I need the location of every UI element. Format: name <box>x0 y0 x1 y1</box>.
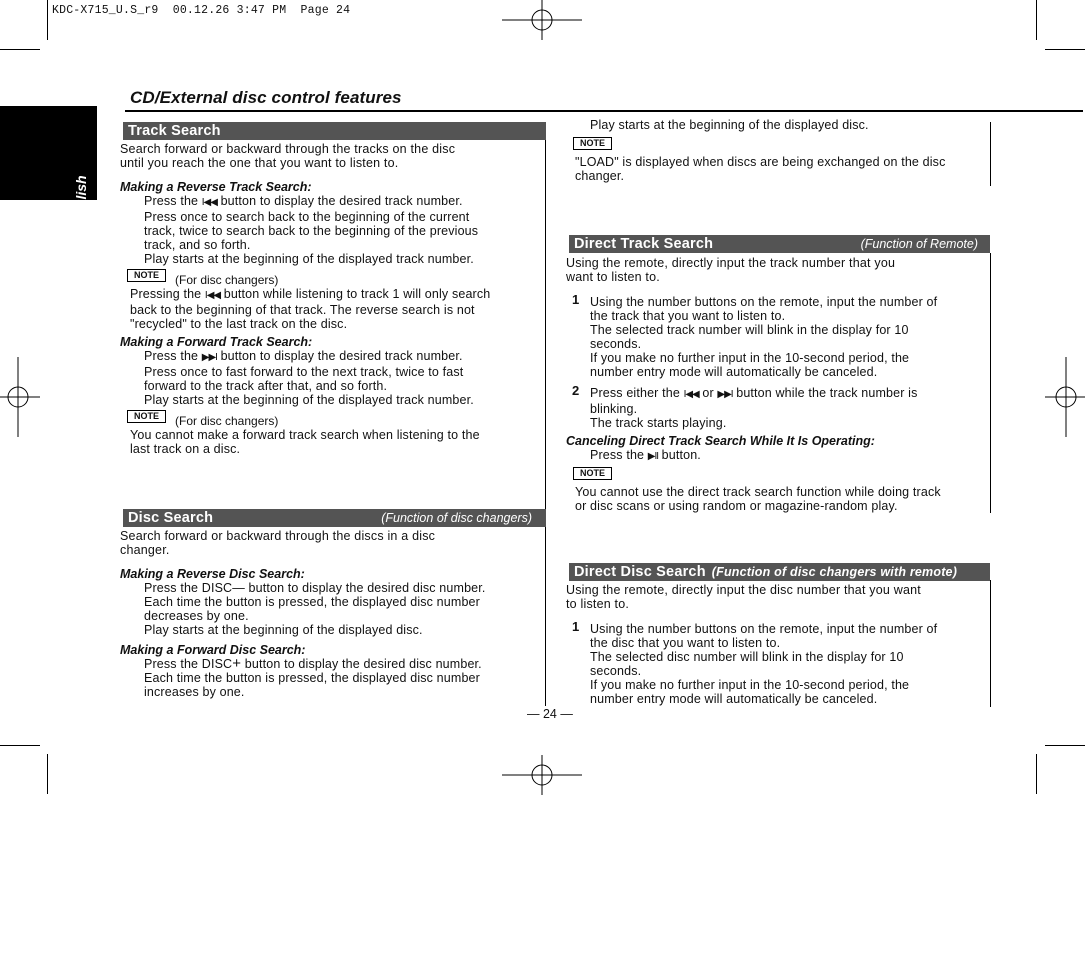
step-number: 1 <box>572 292 580 307</box>
disc-search-lead: Search forward or backward through the discs in a disc changer. <box>120 529 436 557</box>
direct-track-note: You cannot use the direct track search function while doing track or disc scans or using random or magazine-random play. <box>575 485 941 513</box>
reverse-track-heading: Making a Reverse Track Search: <box>120 180 312 194</box>
section-title: Track Search <box>128 123 221 139</box>
next-track-icon: ▶▶I <box>201 352 217 363</box>
crop-mark <box>0 49 40 50</box>
forward-disc-heading: Making a Forward Disc Search: <box>120 643 306 657</box>
direct-track-step-2: Press either the I◀◀ or ▶▶I button while the track number is blinking. The track starts playing. <box>590 386 918 430</box>
load-note: "LOAD" is displayed when discs are being exchanged on the disc changer. <box>575 155 946 183</box>
direct-disc-lead: Using the remote, directly input the disc number that you want to listen to. <box>566 583 921 611</box>
note-condition: (For disc changers) <box>175 273 279 287</box>
reverse-disc-text: Press the DISC— button to display the desired disc number. Each time the button is pressed, the displayed disc number decreases by one. Play starts at the beginning of the displayed disc. <box>144 581 486 637</box>
crop-mark <box>47 0 48 40</box>
forward-track-text: Press the ▶▶I button to display the desired track number. Press once to fast forward to the next track, twice to fast forward to the track after that, and so forth. Play starts at the beginning of the displayed track number. <box>144 349 474 407</box>
crop-mark <box>1045 49 1085 50</box>
note-badge: NOTE <box>573 137 612 150</box>
step-number: 2 <box>572 383 580 398</box>
registration-mark-icon <box>502 0 582 40</box>
minus-icon: — <box>232 581 245 595</box>
step-number: 1 <box>572 619 580 634</box>
crop-mark <box>1036 754 1037 794</box>
direct-disc-step-1: Using the number buttons on the remote, input the number of the disc that you want to listen to. The selected disc number will blink in the display for 10 seconds. If you make no further input in the 10-second period, the number entry mode will automatically be canceled. <box>590 622 938 706</box>
plus-icon: + <box>232 655 242 672</box>
note-badge: NOTE <box>573 467 612 480</box>
crop-mark <box>0 745 40 746</box>
disc-search-header <box>123 509 546 527</box>
direct-disc-header <box>569 563 990 581</box>
note-badge: NOTE <box>127 410 166 423</box>
section-subtitle: (Function of Remote) <box>860 237 978 251</box>
prev-track-icon: I◀◀ <box>204 290 221 301</box>
direct-track-lead: Using the remote, directly input the track number that you want to listen to. <box>566 256 896 284</box>
reverse-track-note: Pressing the I◀◀ button while listening to track 1 will only search back to the beginning of that track. The reverse search is not "recycled" to the last track on the disc. <box>130 287 491 331</box>
language-tab <box>0 106 97 226</box>
registration-mark-icon <box>0 357 40 437</box>
section-title: Direct Disc Search (Function of disc changers with remote) <box>574 564 958 580</box>
cancel-direct-track-heading: Canceling Direct Track Search While It Is Operating: <box>566 434 875 448</box>
section-subtitle: (Function of disc changers with remote) <box>711 565 958 579</box>
language-label: English <box>73 175 89 226</box>
forward-track-note: You cannot make a forward track search when listening to the last track on a disc. <box>130 428 480 456</box>
note-condition: (For disc changers) <box>175 414 279 428</box>
print-header: KDC-X715_U.S_r9 00.12.26 3:47 PM Page 24 <box>52 4 351 17</box>
continued-text: Play starts at the beginning of the displayed disc. <box>590 118 869 132</box>
column-rule <box>990 253 991 513</box>
title-rule <box>125 110 1083 112</box>
play-pause-icon: ▶II <box>647 451 659 462</box>
section-subtitle: (Function of disc changers) <box>381 511 532 525</box>
forward-track-heading: Making a Forward Track Search: <box>120 335 313 349</box>
direct-track-header <box>569 235 990 253</box>
track-search-header <box>123 122 546 140</box>
track-search-lead: Search forward or backward through the tracks on the disc until you reach the one that you want to listen to. <box>120 142 456 170</box>
direct-track-step-1: Using the number buttons on the remote, input the number of the track that you want to listen to. The selected track number will blink in the display for 10 seconds. If you make no further input in the 10-second period, the number entry mode will automatically be canceled. <box>590 295 938 379</box>
page-number: — 24 — <box>527 707 573 721</box>
crop-mark <box>1036 0 1037 40</box>
forward-disc-text: Press the DISC+ button to display the desired disc number. Each time the button is pressed, the displayed disc number increases by one. <box>144 655 482 699</box>
page-title: CD/External disc control features <box>130 88 402 107</box>
column-rule <box>990 580 991 707</box>
prev-track-icon: I◀◀ <box>683 389 699 400</box>
reverse-track-text: Press the I◀◀ button to display the desired track number. Press once to search back to the beginning of the current track, twice to search back to the beginning of the previous track, and so forth. Play starts at the beginning of the displayed track number. <box>144 194 479 266</box>
crop-mark <box>47 754 48 794</box>
section-title: Disc Search <box>128 510 214 526</box>
column-rule <box>990 122 991 186</box>
crop-mark <box>1045 745 1085 746</box>
reverse-disc-heading: Making a Reverse Disc Search: <box>120 567 305 581</box>
note-badge: NOTE <box>127 269 166 282</box>
next-track-icon: ▶▶I <box>717 389 733 400</box>
prev-track-icon: I◀◀ <box>201 197 217 208</box>
column-rule <box>545 140 546 706</box>
cancel-direct-track-text: Press the ▶II button. <box>590 448 701 462</box>
section-title: Direct Track Search <box>574 236 714 252</box>
registration-mark-icon <box>1045 357 1085 437</box>
registration-mark-icon <box>502 755 582 795</box>
